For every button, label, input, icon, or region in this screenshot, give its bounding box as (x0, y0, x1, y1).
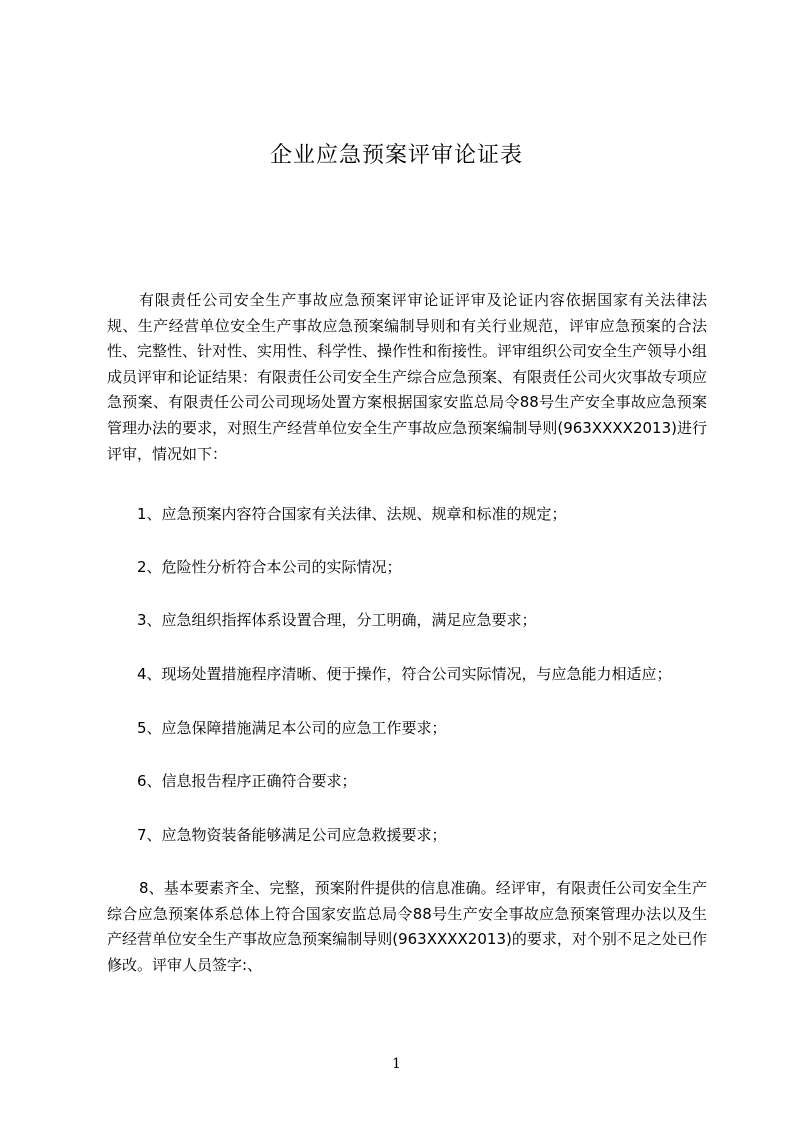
intro-paragraph: 有限责任公司安全生产事故应急预案评审论证评审及论证内容依据国家有关法律法规、生产经营单位安全生产事故应急预案编制导则和有关行业规范，评审应急预案的合法性、完整性、针对性、实用性、科学性、操作性和衔接性。评审组织公司安全生产领导小组成员评审和论证结果：有限责任公司安全生产综合应急预案、有限责任公司火灾事故专项应急预案、有限责任公司公司现场处置方案根据国家安监总局令88号生产安全事故应急预案管理办法的要求，对照生产经营单位安全生产事故应急预案编制导则(963XXXX2013)进行评审，情况如下： (107, 291, 708, 463)
list-item: 5、应急保障措施满足本公司的应急工作要求； (137, 719, 447, 737)
conclusion-paragraph: 8、基本要素齐全、完整，预案附件提供的信息准确。经评审，有限责任公司安全生产综合应急预案体系总体上符合国家安监总局令88号生产安全事故应急预案管理办法以及生产经营单位安全生产事故应急预案编制导则(963XXXX2013)的要求，对个别不足之处已作修改。评审人员签字:、 (107, 879, 707, 974)
list-item: 4、现场处置措施程序清晰、便于操作，符合公司实际情况，与应急能力相适应； (137, 665, 672, 683)
list-item: 2、危险性分析符合本公司的实际情况； (137, 558, 402, 576)
list-item: 1、应急预案内容符合国家有关法律、法规、规章和标准的规定； (137, 505, 567, 523)
list-item: 6、信息报告程序正确符合要求； (137, 772, 357, 790)
list-item: 3、应急组织指挥体系设置合理，分工明确，满足应急要求； (137, 611, 537, 629)
page-number: 1 (392, 1056, 401, 1072)
document-title: 企业应急预案评审论证表 (269, 143, 523, 168)
list-item: 7、应急物资装备能够满足公司应急救援要求； (137, 826, 447, 844)
